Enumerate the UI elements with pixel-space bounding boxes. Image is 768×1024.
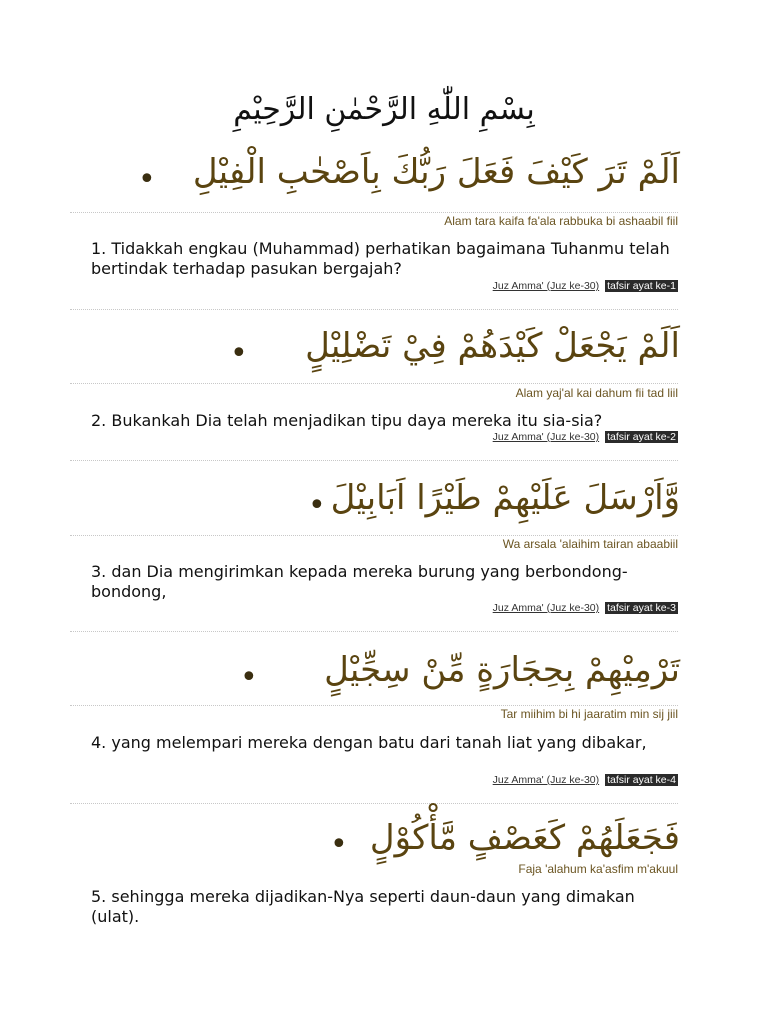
tafsir-link-3[interactable]: tafsir ayat ke-3 bbox=[607, 602, 676, 614]
divider bbox=[70, 535, 678, 536]
basmalah: بِسْمِ اللّٰهِ الرَّحْمٰنِ الرَّحِيْمِ bbox=[233, 92, 535, 127]
tafsir-link-2[interactable]: tafsir ayat ke-2 bbox=[607, 431, 676, 443]
verse-4-links bbox=[493, 774, 678, 787]
verse-4-translation: 4. yang melempari mereka dengan batu dari tanah liat yang dibakar, bbox=[91, 733, 647, 752]
verse-2-transliteration: Alam yaj'al kai dahum fii tad liil bbox=[515, 386, 678, 400]
verse-3-transliteration: Wa arsala 'alaihim tairan abaabiil bbox=[502, 537, 678, 551]
divider bbox=[70, 631, 678, 632]
verse-2-translation: 2. Bukankah Dia telah menjadikan tipu daya mereka itu sia-sia? bbox=[91, 411, 603, 430]
verse-2-links bbox=[493, 431, 678, 444]
verse-1-transliteration: Alam tara kaifa fa'ala rabbuka bi ashaabil fiil bbox=[444, 214, 678, 228]
tafsir-link-4[interactable]: tafsir ayat ke-4 bbox=[607, 774, 676, 786]
verse-5-end-marker: • bbox=[330, 827, 348, 862]
tafsir-link-1[interactable]: tafsir ayat ke-1 bbox=[607, 280, 676, 292]
juz-amma-link[interactable]: Juz Amma' (Juz ke-30) bbox=[492, 602, 600, 614]
juz-amma-link[interactable]: Juz Amma' (Juz ke-30) bbox=[492, 280, 600, 292]
divider bbox=[70, 383, 678, 384]
verse-1-links bbox=[493, 280, 678, 293]
verse-2-arabic: اَلَمْ يَجْعَلْ كَيْدَهُمْ فِيْ تَضْلِيْلٍ bbox=[305, 326, 680, 366]
verse-5-transliteration: Faja 'alahum ka'asfim m'akuul bbox=[518, 862, 678, 876]
verse-4-end-marker: • bbox=[240, 660, 258, 695]
divider bbox=[70, 460, 678, 461]
divider bbox=[70, 803, 678, 804]
verse-3-arabic: وَّاَرْسَلَ عَلَيْهِمْ طَيْرًا اَبَابِيْلَ bbox=[330, 478, 680, 518]
verse-3-translation: 3. dan Dia mengirimkan kepada mereka burung yang berbondong-bondong, bbox=[91, 562, 628, 601]
verse-5-translation: 5. sehingga mereka dijadikan-Nya seperti daun-daun yang dimakan (ulat). bbox=[91, 887, 635, 926]
verse-1-arabic: اَلَمْ تَرَ كَيْفَ فَعَلَ رَبُّكَ بِاَصْحٰبِ الْفِيْلِ bbox=[192, 152, 680, 192]
verse-2-end-marker: • bbox=[230, 336, 248, 371]
verse-3-end-marker: • bbox=[308, 488, 326, 523]
divider bbox=[70, 212, 678, 213]
divider bbox=[70, 705, 678, 706]
verse-1-translation: 1. Tidakkah engkau (Muhammad) perhatikan bagaimana Tuhanmu telah bertindak terhadap pasukan bergajah? bbox=[91, 239, 670, 278]
verse-4-transliteration: Tar miihim bi hi jaaratim min sij jiil bbox=[500, 707, 678, 721]
juz-amma-link[interactable]: Juz Amma' (Juz ke-30) bbox=[492, 431, 600, 443]
verse-1-end-marker: • bbox=[138, 162, 156, 197]
juz-amma-link[interactable]: Juz Amma' (Juz ke-30) bbox=[492, 774, 600, 786]
verse-4-arabic: تَرْمِيْهِمْ بِحِجَارَةٍ مِّنْ سِجِّيْلٍ bbox=[324, 650, 680, 690]
divider bbox=[70, 309, 678, 310]
verse-3-links bbox=[493, 602, 678, 615]
verse-5-arabic: فَجَعَلَهُمْ كَعَصْفٍ مَّأْكُوْلٍ bbox=[369, 818, 680, 858]
